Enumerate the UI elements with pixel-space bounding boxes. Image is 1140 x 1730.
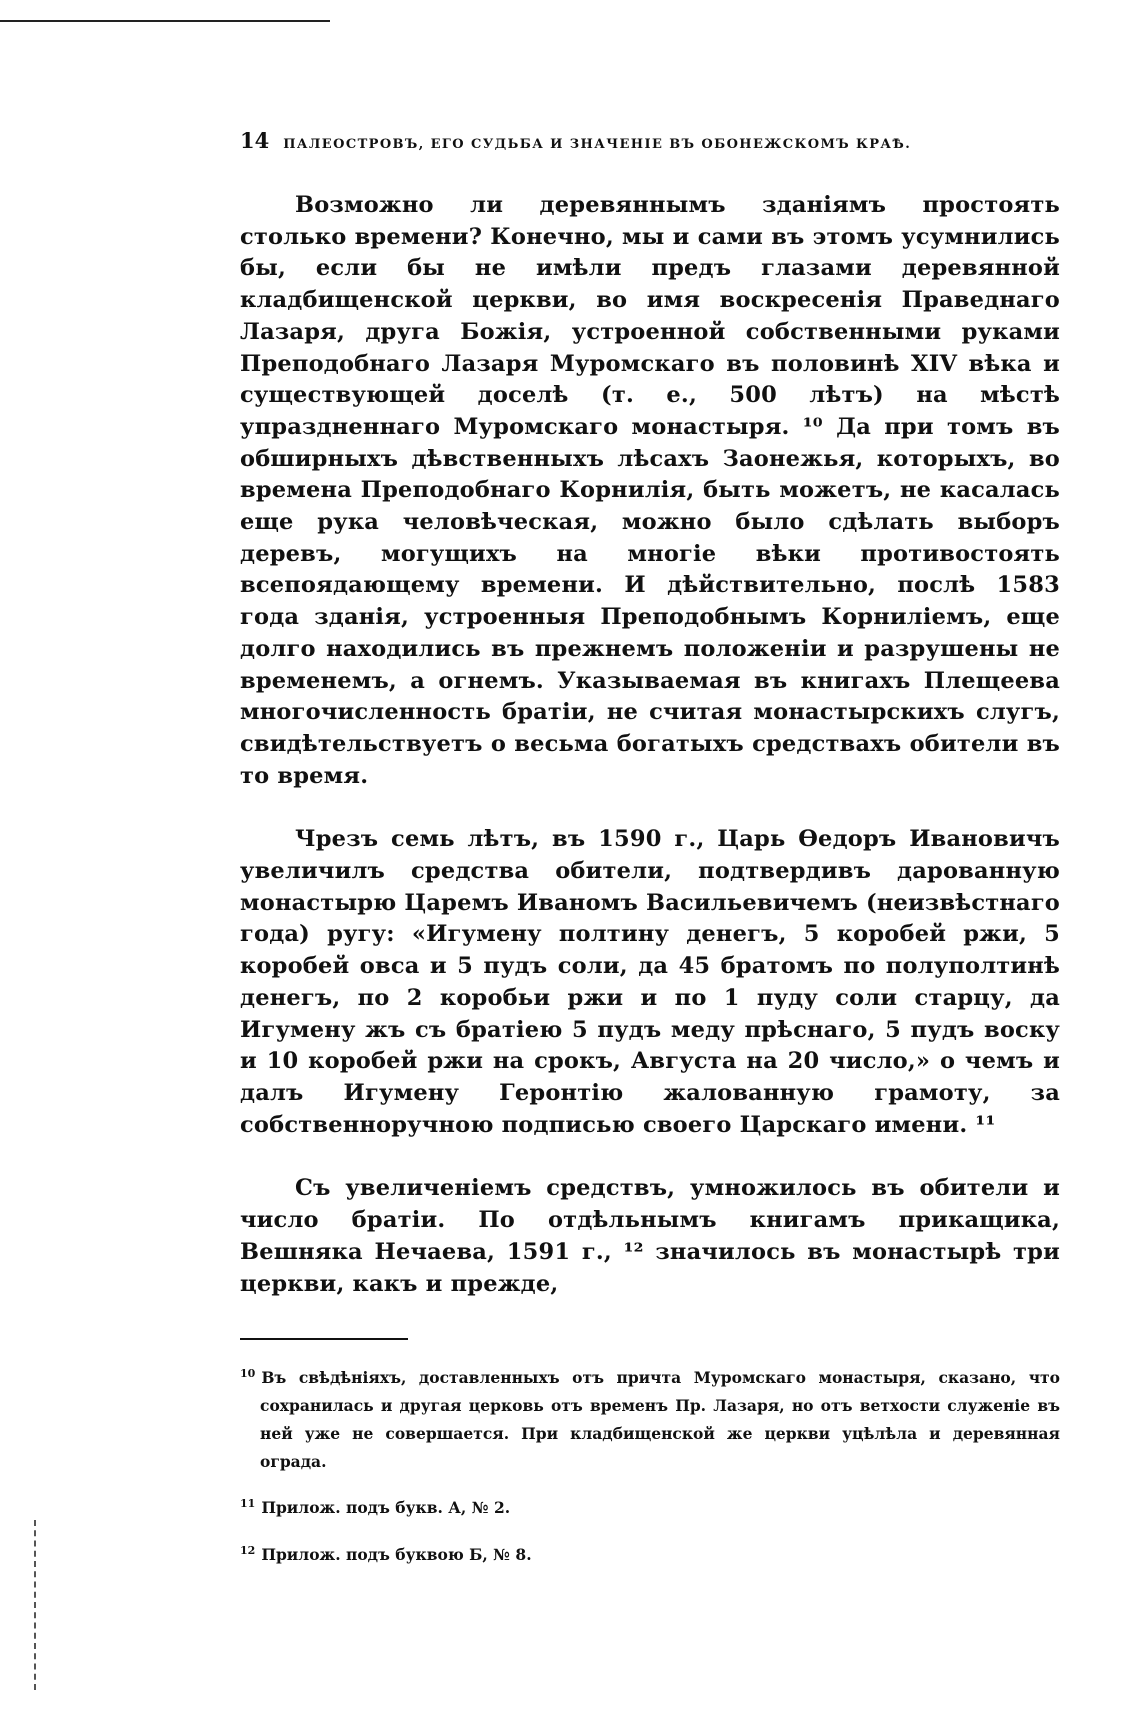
footnote-separator xyxy=(240,1338,408,1340)
footnote-text: Прилож. подъ буквою Б, № 8. xyxy=(261,1544,532,1564)
paragraph-3: Съ увеличеніемъ средствъ, умножилось въ обители и число братіи. По отдѣльнымъ книгамъ прикащика, Вешняка Нечаева, 1591 г., ¹² значилось въ монастырѣ три церкви, какъ и прежде, xyxy=(240,1175,1060,1297)
running-head xyxy=(240,128,1060,158)
footnote-text: Прилож. подъ букв. А, № 2. xyxy=(261,1498,511,1518)
footnote-10 xyxy=(240,1360,1060,1476)
footnote-12 xyxy=(240,1537,1060,1569)
footnote-text: Въ свѣдѣніяхъ, доставленныхъ отъ причта Муромскаго монастыря, сказано, что сохранилась и другая церковь отъ временъ Пр. Лазаря, но отъ ветхости служеніе въ ней уже не совершается. При кладбищенской же церкви уцѣлѣла и деревянная ограда. xyxy=(260,1368,1060,1472)
page-number: 14 xyxy=(240,128,270,153)
footnote-mark: 11 xyxy=(240,1497,256,1511)
running-title: ПАЛЕОСТРОВЪ, ЕГО СУДЬБА И ЗНАЧЕНІЕ ВЪ ОБОНЕЖСКОМЪ КРАѢ. xyxy=(283,137,912,152)
footnotes xyxy=(240,1360,1060,1568)
scan-edge-mark xyxy=(34,1520,36,1690)
book-page xyxy=(240,128,1060,1569)
footnote-mark: 10 xyxy=(240,1367,256,1381)
paragraph-2: Чрезъ семь лѣтъ, въ 1590 г., Царь Ѳедоръ Ивановичъ увеличилъ средства обители, подтвердивъ дарованную монастырю Царемъ Иваномъ Васильевичемъ (неизвѣстнаго года) ругу: «Игумену полтину денегъ, 5 коробей ржи, 5 коробей овса и 5 пудъ соли, да 45 братомъ по полуполтинѣ денегъ, по 2 коробьи ржи и по 1 пуду соли старцу, да Игумену жъ съ братіею 5 пудъ меду прѣснаго, 5 пудъ воску и 10 коробей ржи на срокъ, Августа на 20 число,» о чемъ и далъ Игумену Геронтію жалованную грамоту, за собственноручною подписью своего Царскаго имени. ¹¹ xyxy=(240,826,1061,1138)
paragraph-1: Возможно ли деревяннымъ зданіямъ простоять столько времени? Конечно, мы и сами въ этомъ усумнились бы, если бы не имѣли предъ глазами деревянной кладбищенской церкви, во имя воскресенія Праведнаго Лазаря, друга Божія, устроенной собственными руками Преподобнаго Лазаря Муромскаго въ половинѣ XIV вѣка и существующей доселѣ (т. е., 500 лѣтъ) на мѣстѣ упраздненнаго Муромскаго монастыря. ¹⁰ Да при томъ въ обширныхъ дѣвственныхъ лѣсахъ Заонежья, которыхъ, во времена Преподобнаго Корнилія, быть можетъ, не касалась еще рука человѣческая, можно было сдѣлать выборъ деревъ, могущихъ на многіе вѣки противостоять всепоядающему времени. И дѣйствительно, послѣ 1583 года зданія, устроенныя Преподобнымъ Корниліемъ, еще долго находились въ прежнемъ положеніи и разрушены не временемъ, а огнемъ. Указываемая въ книгахъ Плещеева многочисленность братіи, не считая монастырскихъ слугъ, свидѣтельствуетъ о весьма богатыхъ средствахъ обители въ то время. xyxy=(240,192,1060,789)
footnote-11 xyxy=(240,1490,1060,1522)
footnote-mark: 12 xyxy=(240,1543,256,1557)
scan-edge-rule xyxy=(0,20,330,22)
